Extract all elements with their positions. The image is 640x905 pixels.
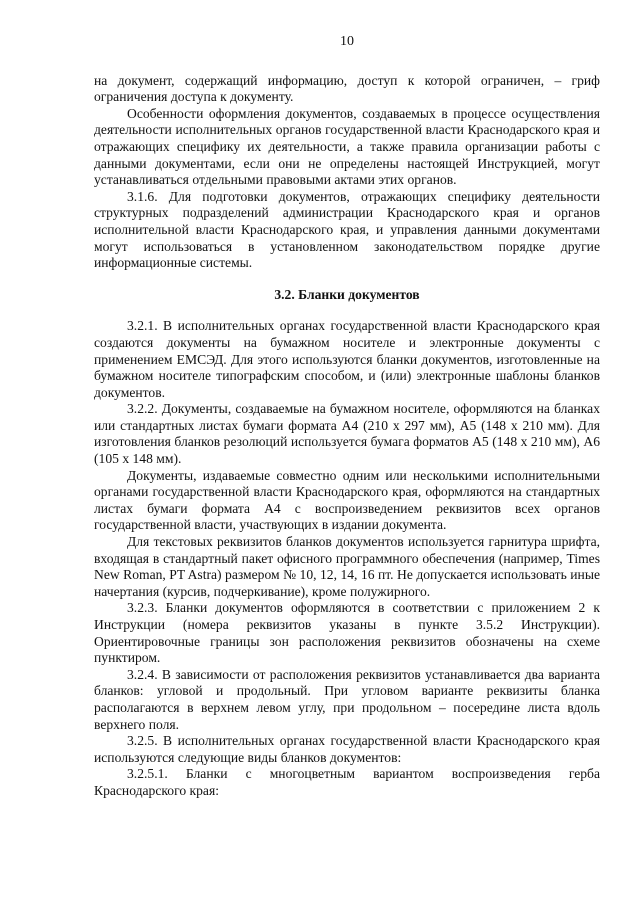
paragraph: Особенности оформления документов, создаваемых в процессе осуществления деятельности исполнительных органов государственной власти Краснодарского края и отражающих специфику их деятельности, а также правила организации работы с данными документами, если они не определены настоящей Инструкцией, могут устанавливаться отдельными правовыми актами этих органов. xyxy=(94,105,600,188)
paragraph: Для текстовых реквизитов бланков документов используется гарнитура шрифта, входящая в стандартный пакет офисного программного обеспечения (например, Times New Roman, PT Astra) размером № 10, 12, 14, 16 пт. Не допускается использовать иные начертания (курсив, подчеркивание), кроме полужирного. xyxy=(94,534,600,599)
paragraph: 3.2.5. В исполнительных органах государственной власти Краснодарского края используются следующие виды бланков документов: xyxy=(94,733,600,765)
paragraph: 3.2.3. Бланки документов оформляются в соответствии с приложением 2 к Инструкции (номера реквизитов указаны в пункте 3.5.2 Инструкции). Ориентировочные границы зон расположения реквизитов обозначены на схеме пунктиром. xyxy=(94,600,600,666)
paragraph: 3.2.5.1. Бланки с многоцветным вариантом воспроизведения герба Краснодарского края: xyxy=(94,766,600,798)
paragraph: 3.2.1. В исполнительных органах государственной власти Краснодарского края создаются документы на бумажном носителе и электронные документы с применением ЕМСЭД. Для этого используются бланки документов, изготовленные на бумажном носителе типографским способом, и (или) электронные шаблоны бланков документов. xyxy=(94,318,600,400)
paragraph: Документы, издаваемые совместно одним или несколькими исполнительными органами государственной власти Краснодарского края, оформляются на стандартных листах бумаги формата А4 с воспроизведением реквизитов всех органов государственной власти, участвующих в издании документа. xyxy=(94,467,600,533)
paragraph: 3.2.4. В зависимости от расположения реквизитов устанавливается два варианта бланков: угловой и продольный. При угловом варианте реквизиты бланка располагаются в верхнем левом углу, при продольном – посередине листа вдоль верхнего поля. xyxy=(94,666,600,732)
paragraph: 3.2.2. Документы, создаваемые на бумажном носителе, оформляются на бланках или стандартных листах бумаги формата А4 (210 х 297 мм), А5 (148 х 210 мм). Для изготовления бланков резолюций используется бумага форматов А5 (148 х 210 мм), А6 (105 х 148 мм). xyxy=(94,401,600,467)
page-number: 10 xyxy=(340,34,354,49)
section-title: 3.2. Бланки документов xyxy=(274,286,420,302)
paragraph: на документ, содержащий информацию, доступ к которой ограничен, – гриф ограничения доступа к документу. xyxy=(94,72,600,105)
paragraph: 3.1.6. Для подготовки документов, отражающих специфику деятельности структурных подразделений администрации Краснодарского края и органов исполнительной власти Краснодарского края, и управления данными документами могут использоваться в установленном законодательством порядке другие информационные системы. xyxy=(94,188,600,271)
